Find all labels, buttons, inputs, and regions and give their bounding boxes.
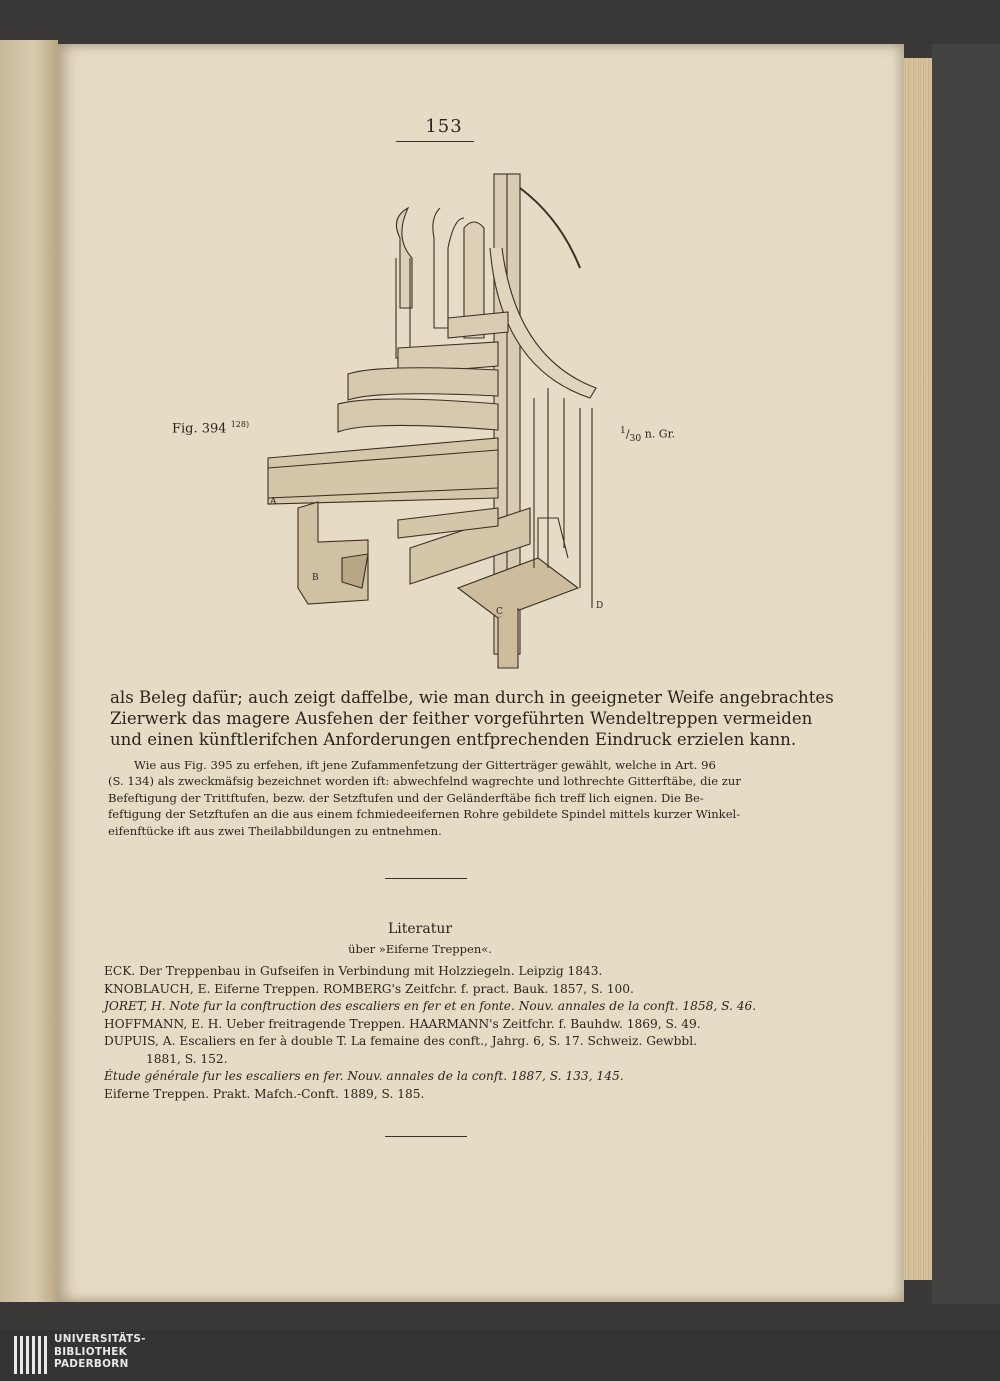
body-line: Befeftigung der Trittftufen, bezw. der Setzftufen und der Geländerftäbe fich treff lich eignen. Die Be- <box>108 790 704 805</box>
library-footer <box>0 1330 1000 1381</box>
literature-entry-continuation: 1881, S. 152. <box>146 1051 228 1066</box>
literature-list <box>104 963 764 1103</box>
body-paragraph-large <box>110 687 834 750</box>
literature-entry: DUPUIS, A. Escaliers en fer à double T. La femaine des conft., Jahrg. 6, S. 17. Schweiz. Gewbbl. <box>104 1034 697 1048</box>
staircase-illustration <box>258 168 610 674</box>
literature-title: Literatur <box>387 921 453 937</box>
body-line: feftigung der Setzftufen an die aus einem fchmiedeeifernen Rohre gebildete Spindel mittels kurzer Winkel- <box>108 807 741 822</box>
figure-letter-a: A <box>270 497 277 507</box>
library-name-line: BIBLIOTHEK <box>54 1345 127 1358</box>
body-line: eifenftücke ift aus zwei Theilabbildungen zu entnehmen. <box>108 823 442 838</box>
body-line: Wie aus Fig. 395 zu erfehen, ift jene Zufammenfetzung der Gitterträger gewählt, welche in Art. 96 <box>134 758 716 772</box>
body-line: Zierwerk das magere Ausfehen der feither vorgeführten Wendeltreppen vermeiden <box>110 709 813 728</box>
page-number: 153 <box>425 116 463 137</box>
literature-entry: ECK. Der Treppenbau in Gufseifen in Verbindung mit Holzziegeln. Leipzig 1843. <box>104 964 603 978</box>
library-name-line: UNIVERSITÄTS- <box>54 1333 146 1345</box>
literature-entry: Eiferne Treppen. Prakt. Mafch.-Conft. 1889, S. 185. <box>104 1086 425 1101</box>
library-logo-icon <box>14 1336 48 1374</box>
end-divider <box>385 1136 467 1137</box>
figure-label: Fig. 394 <box>172 421 227 437</box>
figure-letter-d: D <box>596 601 604 611</box>
literature-entry: HOFFMANN, E. H. Ueber freitragende Treppen. HAARMANN's Zeitfchr. f. Bauhdw. 1869, S. 49. <box>104 1016 701 1031</box>
literature-entry: JORET, H. Note fur la conftruction des escaliers en fer et en fonte. Nouv. annales de la conft. 1858, S. 46. <box>104 999 757 1013</box>
literature-subtitle: über »Eiferne Treppen«. <box>348 942 492 956</box>
library-name-line: PADERBORN <box>54 1358 129 1371</box>
body-line: (S. 134) als zweckmäfsig bezeichnet worden ift: abwechfelnd wagrechte und lothrechte Gitterftäbe, die zur <box>108 774 741 789</box>
section-divider <box>385 878 467 879</box>
library-name <box>54 1333 146 1371</box>
page-number-rule <box>396 141 474 142</box>
body-paragraph-small <box>108 757 756 839</box>
facing-page-edge <box>0 40 58 1302</box>
page-stack-edges <box>904 58 932 1280</box>
figure-letter-c: C <box>496 607 503 617</box>
body-line: und einen künftlerifchen Anforderungen entfprechenden Eindruck erzielen kann. <box>110 730 797 749</box>
figure-footnote-ref: 128) <box>230 420 250 429</box>
figure-letter-b: B <box>312 573 319 583</box>
scale-numerator: 1 <box>620 425 626 436</box>
literature-entry: Étude générale fur les escaliers en fer. Nouv. annales de la conft. 1887, S. 133, 145. <box>104 1069 624 1083</box>
scale-suffix: n. Gr. <box>641 427 676 441</box>
scale-denominator: 30 <box>629 432 642 444</box>
figure-scale: $^1/_{30}$ n. Gr. <box>620 425 676 444</box>
literature-entry: KNOBLAUCH, E. Eiferne Treppen. ROMBERG's Zeitfchr. f. pract. Bauk. 1857, S. 100. <box>104 981 634 996</box>
body-line: als Beleg dafür; auch zeigt daffelbe, wie man durch in geeigneter Weife angebrachtes <box>110 688 834 707</box>
figure-caption <box>172 420 249 436</box>
book-cover-edge <box>932 44 1000 1304</box>
